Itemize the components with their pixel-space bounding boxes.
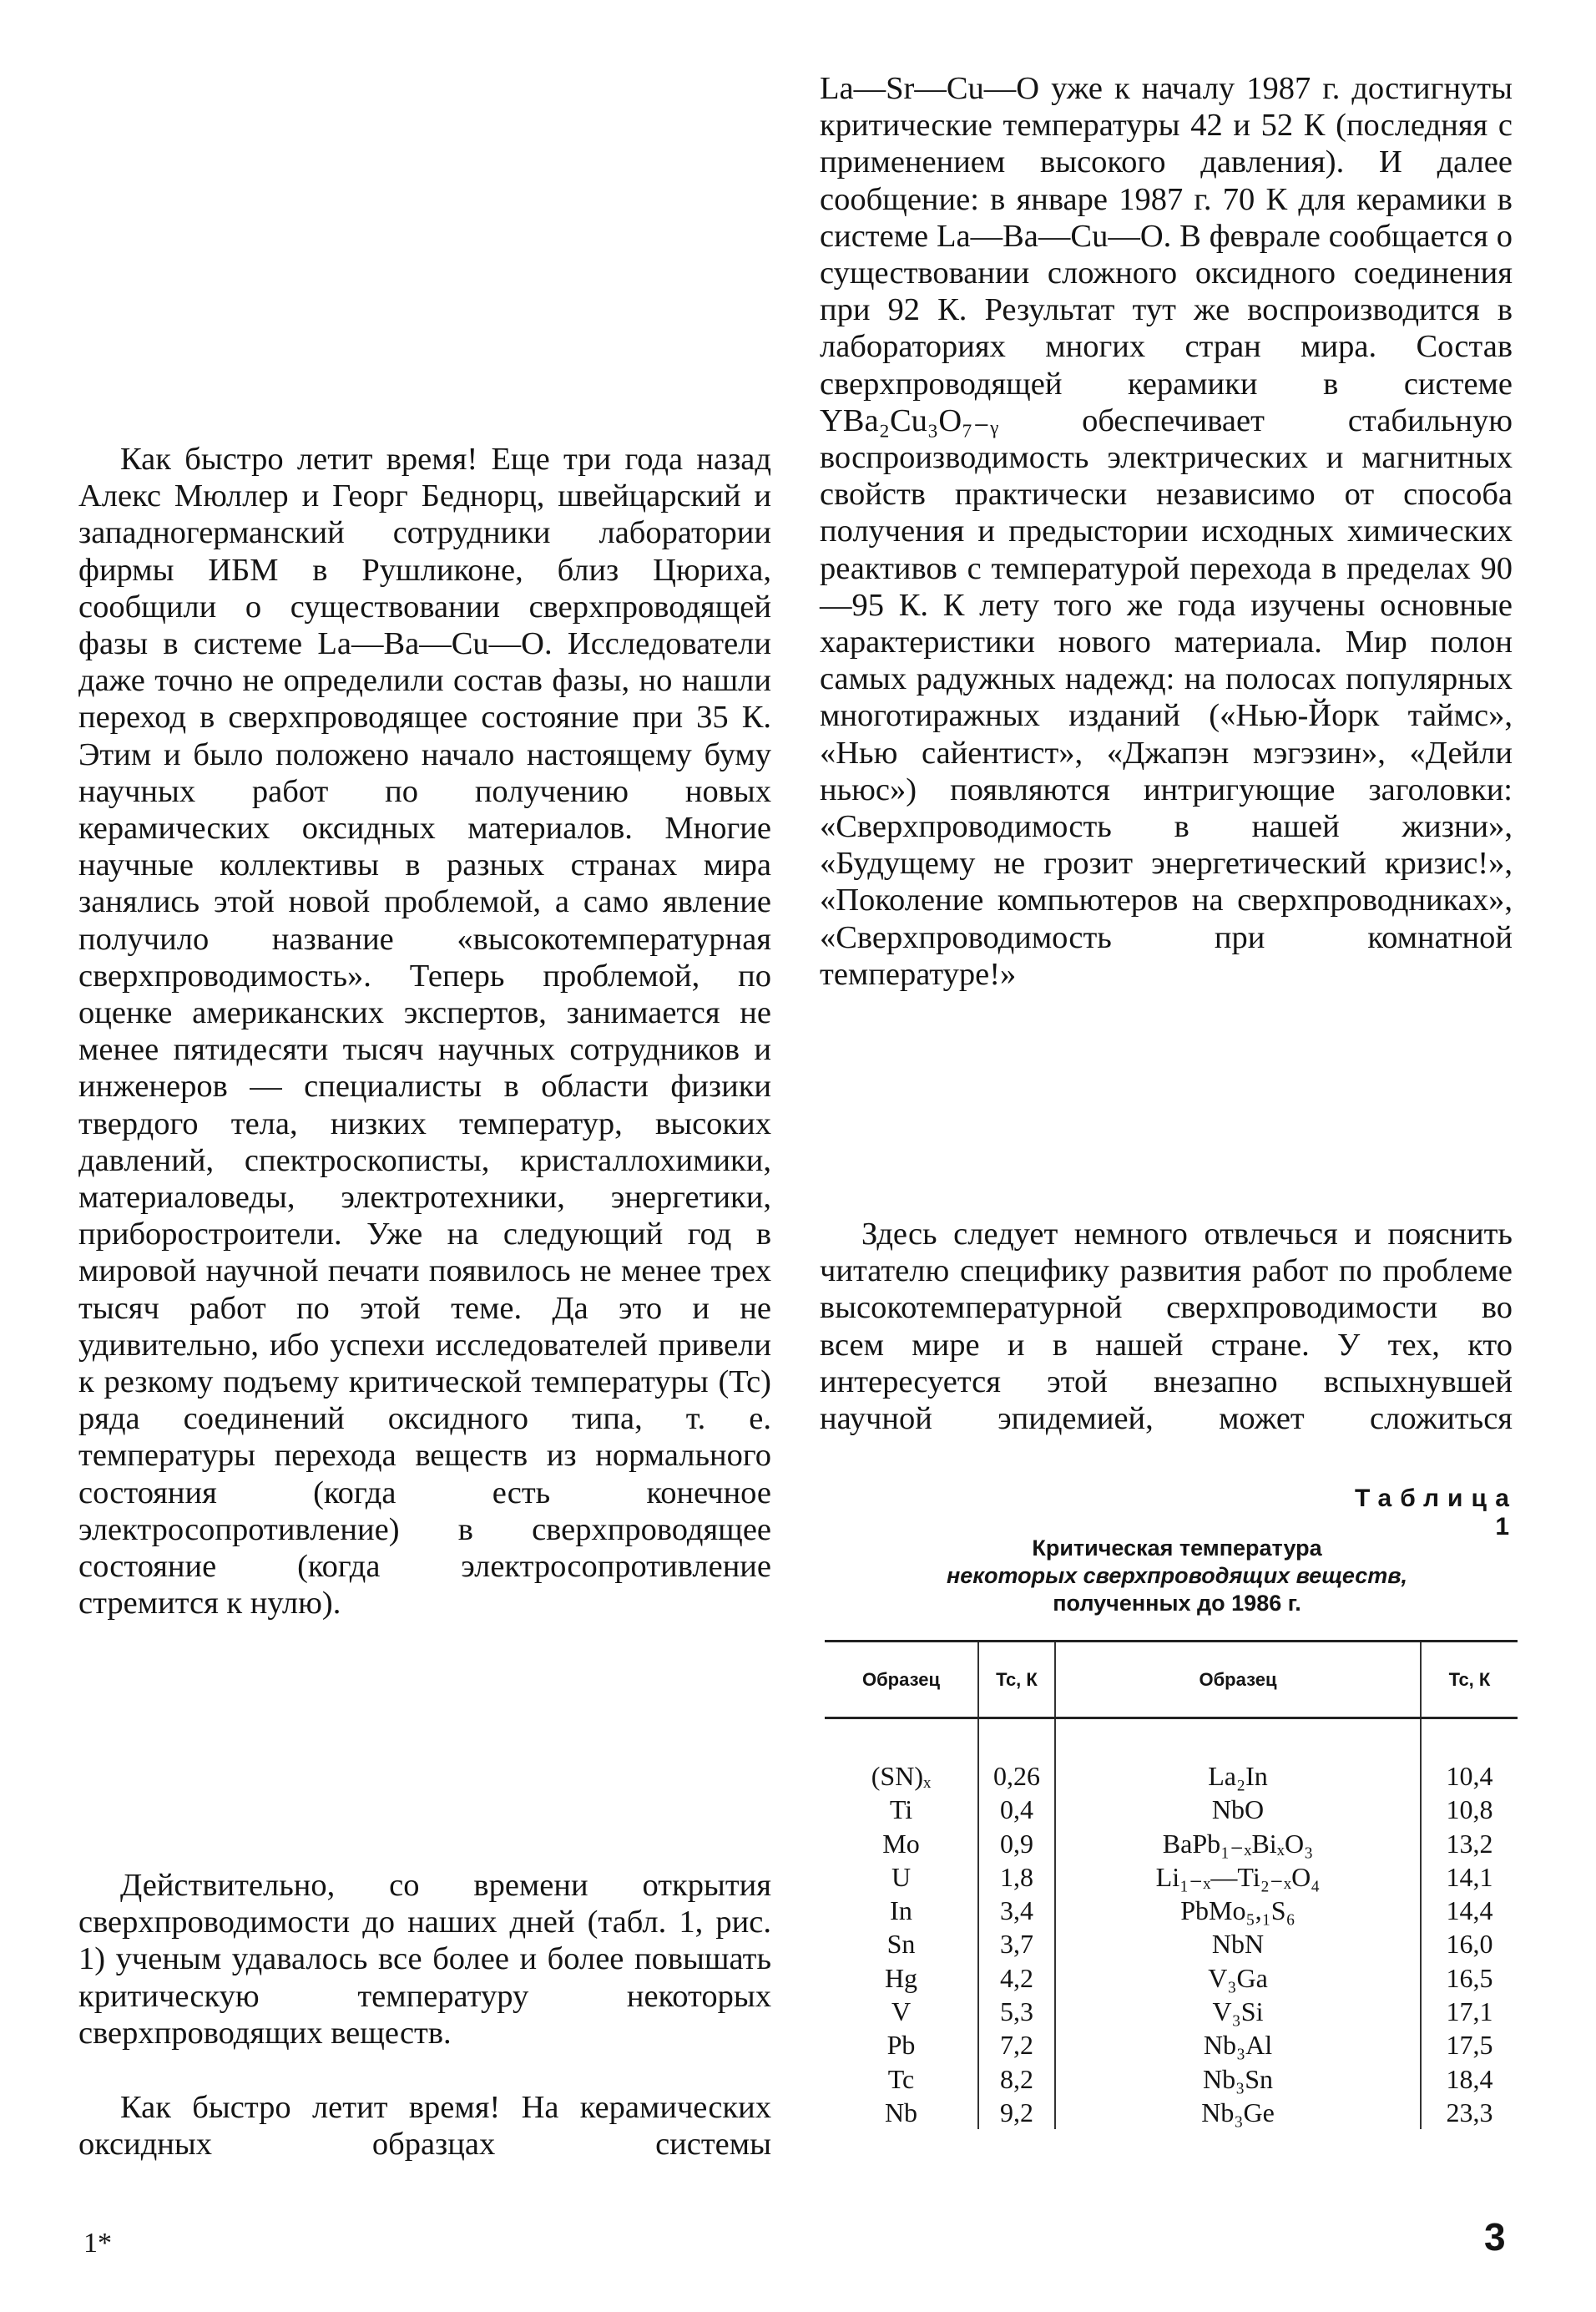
tc-left-cell: 3,7 xyxy=(978,1927,1055,1960)
sample-right-cell: V₃Si xyxy=(1055,1995,1421,2028)
table-row xyxy=(825,2028,1518,2062)
tc-right-cell: 18,4 xyxy=(1421,2062,1518,2096)
table-title-line-1: Критическая температура xyxy=(1032,1535,1322,1561)
sample-right-cell: Nb₃Sn xyxy=(1055,2062,1421,2096)
tc-right-cell: 13,2 xyxy=(1421,1827,1518,1860)
table-row xyxy=(825,1927,1518,1960)
table-title xyxy=(835,1535,1519,1617)
sample-right-cell: Nb₃Ge xyxy=(1055,2096,1421,2129)
tc-right-cell: 10,8 xyxy=(1421,1793,1518,1826)
tc-left-cell: 3,4 xyxy=(978,1894,1055,1927)
tc-left-cell: 5,3 xyxy=(978,1995,1055,2028)
table-row xyxy=(825,1961,1518,1995)
table-row xyxy=(825,2062,1518,2096)
tc-left-cell: 0,4 xyxy=(978,1793,1055,1826)
sample-left-cell: (SN)ₓ xyxy=(871,1761,932,1791)
sample-left-cell: Tc xyxy=(887,2063,915,2094)
table-row xyxy=(825,1718,1518,1793)
sample-left-cell: Mo xyxy=(882,1828,920,1859)
tc-right-cell: 14,4 xyxy=(1421,1894,1518,1927)
tc-left-cell: 0,9 xyxy=(978,1827,1055,1860)
left-column-paragraph-2: Действительно, со времени открытия сверхпроводимости до наших дней (табл. 1, рис. 1) ученым удавалось все более и более повышать критическую температуру некоторых сверхпроводящих веществ. xyxy=(78,1868,771,2051)
tc-left-cell: 4,2 xyxy=(978,1961,1055,1995)
sample-right-cell: La₂In xyxy=(1055,1718,1421,1793)
table-row xyxy=(825,1793,1518,1826)
tc-left-cell: 9,2 xyxy=(978,2096,1055,2129)
sample-right-cell: NbN xyxy=(1055,1927,1421,1960)
sample-left-cell: In xyxy=(890,1895,912,1926)
tc-right-cell: 16,5 xyxy=(1421,1961,1518,1995)
table-row xyxy=(825,2096,1518,2129)
sample-left-cell: U xyxy=(891,1861,912,1892)
table-caption: Таблица 1 xyxy=(1354,1485,1518,1540)
tc-left-cell: 8,2 xyxy=(978,2062,1055,2096)
table-row xyxy=(825,1860,1518,1894)
sample-right-cell: BaPb₁₋ₓBiₓO₃ xyxy=(1055,1827,1421,1860)
table-row xyxy=(825,1894,1518,1927)
sample-right-cell: PbMo₅,₁S₆ xyxy=(1055,1894,1421,1927)
sample-left-cell: Nb xyxy=(884,2097,918,2127)
sample-left-cell: Ti xyxy=(889,1794,913,1825)
left-column-paragraph-1: Как быстро летит время! Еще три года назад Алекс Мюллер и Георг Беднорц, швейцарский и западногерманский сотрудники лаборатории фирмы ИБМ в Рушликоне, близ Цюриха, сообщили о существовании сверхпроводящей фазы в системе La—Ba—Cu—O. Исследователи даже точно не определили состав фазы, но нашли переход в сверхпроводящее состояние при 35 К. Этим и было положено начало настоящему буму научных работ по получению новых керамических оксидных материалов. Многие научные коллективы в разных странах мира занялись этой новой проблемой, а само явление получило название «высокотемпературная сверхпроводимость». Теперь проблемой, по оценке американских экспертов, занимается не менее пятидесяти тысяч научных сотрудников и инженеров — специалисты в области физики твердого тела, низких температур, высоких давлений, спектроскописты, кристаллохимики, материаловеды, электротехники, энергетики, приборостроители. Уже на следующий год в мировой научной печати появилось не менее трех тысяч работ по этой теме. Да это и не удивительно, ибо успехи исследователей привели к резкому подъему критической температуры (Tc) ряда соединений оксидного типа, т. е. температуры перехода веществ из нормального состояния (когда есть конечное электросопротивление) в сверхпроводящее состояние (когда электросопротивление стремится к нулю). xyxy=(78,442,771,1621)
table-row xyxy=(825,1995,1518,2028)
header-tc-right: Tc, К xyxy=(1421,1642,1518,1718)
sample-right-cell: NbO xyxy=(1055,1793,1421,1826)
table-header-row xyxy=(825,1642,1518,1718)
tc-left-cell: 0,26 xyxy=(978,1718,1055,1793)
page-number: 3 xyxy=(1484,2215,1506,2259)
tc-right-cell: 17,5 xyxy=(1421,2028,1518,2062)
tc-right-cell: 14,1 xyxy=(1421,1860,1518,1894)
header-sample-left: Образец xyxy=(825,1642,978,1718)
table-title-line-2: некоторых сверхпроводящих веществ, xyxy=(946,1563,1408,1588)
tc-left-cell: 1,8 xyxy=(978,1860,1055,1894)
sample-right-cell: Nb₃Al xyxy=(1055,2028,1421,2062)
tc-right-cell: 10,4 xyxy=(1421,1718,1518,1793)
header-sample-right: Образец xyxy=(1055,1642,1421,1718)
tc-left-cell: 7,2 xyxy=(978,2028,1055,2062)
critical-temperature-table xyxy=(825,1640,1518,2129)
left-column-paragraph-3: Как быстро летит время! На керамических оксидных образцах системы xyxy=(78,2090,771,2163)
sample-left-cell: V xyxy=(891,1996,912,2027)
tc-right-cell: 17,1 xyxy=(1421,1995,1518,2028)
table-title-line-3: полученных до 1986 г. xyxy=(1053,1591,1301,1616)
tc-right-cell: 16,0 xyxy=(1421,1927,1518,1960)
header-tc-left: Tc, К xyxy=(978,1642,1055,1718)
signature-mark: 1* xyxy=(83,2228,112,2259)
sample-left-cell: Pb xyxy=(886,2030,916,2061)
sample-left-cell: Hg xyxy=(884,1962,918,1993)
table-row xyxy=(825,1827,1518,1860)
table-body xyxy=(825,1718,1518,2130)
sample-right-cell: V₃Ga xyxy=(1055,1961,1421,1995)
tc-right-cell: 23,3 xyxy=(1421,2096,1518,2129)
right-column-paragraph-1: La—Sr—Cu—O уже к началу 1987 г. достигнуты критические температуры 42 и 52 К (последняя с применением высокого давления). И далее сообщение: в январе 1987 г. 70 К для керамики в системе La—Ba—Cu—O. В феврале сообщается о существовании сложного оксидного соединения при 92 К. Результат тут же воспроизводится в лабораториях многих стран мира. Состав сверхпроводящей керамики в системе YBa₂Cu₃O₇₋ᵧ обеспечивает стабильную воспроизводимость электрических и магнитных свойств практически независимо от способа получения и предыстории исходных химических реактивов с температурой перехода в пределах 90—95 К. К лету того же года изучены основные характеристики нового материала. Мир полон самых радужных надежд: на полосах популярных многотиражных изданий («Нью-Йорк таймс», «Нью сайентист», «Джапэн мэгэзин», «Дейли ньюс») появляются интригующие заголовки: «Сверхпроводимость в нашей жизни», «Будущему не грозит энергетический кризис!», «Поколение компьютеров на сверхпроводниках», «Сверхпроводимость при комнатной температуре!» xyxy=(820,71,1513,992)
sample-right-cell: Li₁₋ₓ—Ti₂₋ₓO₄ xyxy=(1055,1860,1421,1894)
sample-left-cell: Sn xyxy=(886,1929,916,1960)
right-column-paragraph-2: Здесь следует немного отвлечься и пояснить читателю специфику развития работ по проблеме высокотемпературной сверхпроводимости во всем мире и в нашей стране. У тех, кто интересуется этой внезапно вспыхнувшей научной эпидемией, может сложиться xyxy=(820,1217,1513,1437)
